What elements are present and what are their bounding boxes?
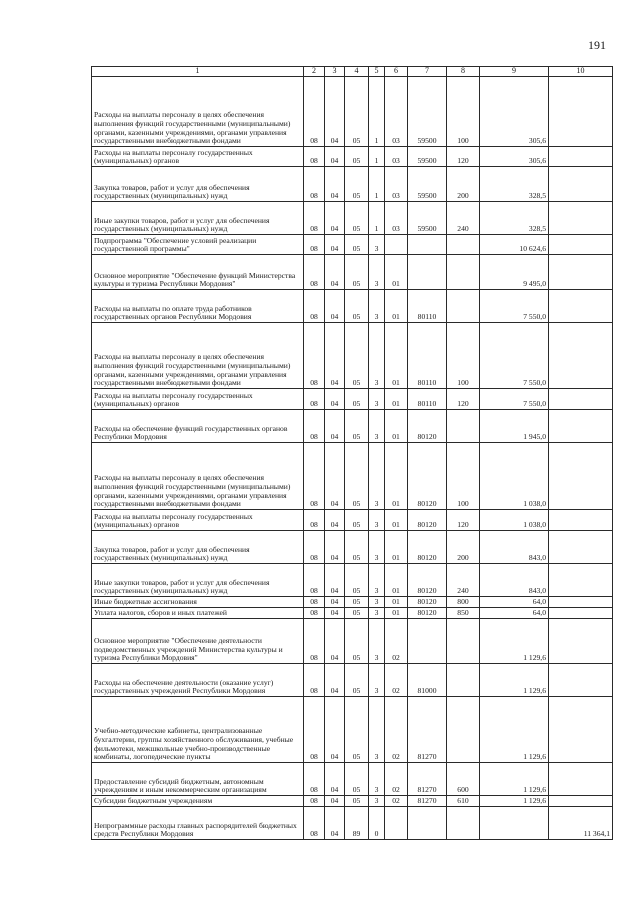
direction-code-cell: 81270 (408, 697, 447, 763)
amount-cell: 7 550,0 (480, 389, 549, 410)
subsection-code-cell: 04 (325, 202, 345, 235)
table-row (92, 807, 613, 840)
table-row (92, 608, 613, 619)
direction-code-cell: 80110 (408, 323, 447, 389)
subprogram-code-cell: 1 (369, 77, 385, 147)
subsection-code-cell: 04 (325, 664, 345, 697)
row-name-cell: Иные закупки товаров, работ и услуг для обеспечения государственных (муниципальных) нужд (92, 202, 304, 235)
amount-cell: 843,0 (480, 564, 549, 597)
subsection-code-cell: 04 (325, 597, 345, 608)
subprogram-code-cell: 1 (369, 147, 385, 167)
table-row (92, 597, 613, 608)
table-row (92, 763, 613, 796)
section-code-cell: 08 (304, 597, 325, 608)
table-row (92, 235, 613, 255)
row-name-cell: Предоставление субсидий бюджетным, автономным учреждениям и иным некоммерческим организациям (92, 763, 304, 796)
column-header: 5 (369, 67, 385, 77)
row-name-cell: Иные закупки товаров, работ и услуг для обеспечения государственных (муниципальных) нужд (92, 564, 304, 597)
direction-code-cell (408, 235, 447, 255)
amount-total-cell (549, 697, 613, 763)
subsection-code-cell: 04 (325, 763, 345, 796)
amount-cell: 843,0 (480, 531, 549, 564)
subsection-code-cell: 04 (325, 167, 345, 202)
column-header: 9 (480, 67, 549, 77)
section-code-cell: 08 (304, 389, 325, 410)
section-code-cell: 08 (304, 619, 325, 664)
amount-total-cell (549, 510, 613, 531)
subprogram-code-cell: 3 (369, 619, 385, 664)
section-code-cell: 08 (304, 167, 325, 202)
direction-code-cell: 80120 (408, 564, 447, 597)
direction-code-cell: 80120 (408, 510, 447, 531)
table-row (92, 389, 613, 410)
section-code-cell: 08 (304, 531, 325, 564)
table-row (92, 619, 613, 664)
subprogram-code-cell: 3 (369, 290, 385, 323)
subsection-code-cell: 04 (325, 77, 345, 147)
amount-total-cell (549, 147, 613, 167)
row-name-cell: Расходы на выплаты по оплате труда работников государственных органов Республики Мордовия (92, 290, 304, 323)
amount-total-cell (549, 796, 613, 807)
row-name-cell: Расходы на выплаты персоналу государственных (муниципальных) органов (92, 510, 304, 531)
amount-cell: 1 945,0 (480, 410, 549, 443)
subsection-code-cell: 04 (325, 323, 345, 389)
amount-cell: 1 129,6 (480, 697, 549, 763)
expense-type-code-cell: 240 (447, 202, 480, 235)
section-code-cell: 08 (304, 235, 325, 255)
program-code-cell: 05 (345, 608, 369, 619)
subsection-code-cell: 04 (325, 807, 345, 840)
activity-code-cell: 02 (385, 664, 408, 697)
activity-code-cell: 02 (385, 763, 408, 796)
direction-code-cell: 81000 (408, 664, 447, 697)
amount-cell (480, 807, 549, 840)
direction-code-cell: 59500 (408, 167, 447, 202)
subsection-code-cell: 04 (325, 389, 345, 410)
subprogram-code-cell: 0 (369, 807, 385, 840)
row-name-cell: Расходы на выплаты персоналу государственных (муниципальных) органов (92, 389, 304, 410)
program-code-cell: 05 (345, 290, 369, 323)
subprogram-code-cell: 3 (369, 443, 385, 510)
program-code-cell: 05 (345, 77, 369, 147)
amount-total-cell (549, 202, 613, 235)
row-name-cell: Основное мероприятие "Обеспечение функций Министерства культуры и туризма Республики Мордовия" (92, 255, 304, 290)
program-code-cell: 05 (345, 531, 369, 564)
program-code-cell: 05 (345, 664, 369, 697)
amount-cell: 10 624,6 (480, 235, 549, 255)
direction-code-cell (408, 619, 447, 664)
row-name-cell: Закупка товаров, работ и услуг для обеспечения государственных (муниципальных) нужд (92, 531, 304, 564)
expense-type-code-cell (447, 235, 480, 255)
program-code-cell: 05 (345, 389, 369, 410)
direction-code-cell (408, 807, 447, 840)
table-row (92, 531, 613, 564)
subprogram-code-cell: 3 (369, 664, 385, 697)
expense-type-code-cell: 120 (447, 147, 480, 167)
subsection-code-cell: 04 (325, 796, 345, 807)
amount-total-cell (549, 389, 613, 410)
direction-code-cell: 59500 (408, 77, 447, 147)
section-code-cell: 08 (304, 255, 325, 290)
row-name-cell: Непрограммные расходы главных распорядителей бюджетных средств Республики Мордовия (92, 807, 304, 840)
expense-type-code-cell (447, 664, 480, 697)
table-row (92, 147, 613, 167)
direction-code-cell: 80120 (408, 531, 447, 564)
table-row (92, 290, 613, 323)
activity-code-cell: 01 (385, 443, 408, 510)
section-code-cell: 08 (304, 807, 325, 840)
table-header-row (92, 67, 613, 77)
section-code-cell: 08 (304, 796, 325, 807)
activity-code-cell: 01 (385, 389, 408, 410)
column-header: 8 (447, 67, 480, 77)
subsection-code-cell: 04 (325, 510, 345, 531)
subsection-code-cell: 04 (325, 443, 345, 510)
amount-total-cell (549, 608, 613, 619)
row-name-cell: Учебно-методические кабинеты, централизованные бухгалтерии, группы хозяйственного обслуживания, учебные фильмотеки, межшкольные учебно-производственные комбинаты, логопедические пункты (92, 697, 304, 763)
amount-cell: 328,5 (480, 202, 549, 235)
program-code-cell: 05 (345, 763, 369, 796)
direction-code-cell: 80110 (408, 389, 447, 410)
activity-code-cell: 01 (385, 597, 408, 608)
subsection-code-cell: 04 (325, 410, 345, 443)
direction-code-cell: 59500 (408, 147, 447, 167)
amount-cell: 64,0 (480, 608, 549, 619)
amount-total-cell (549, 290, 613, 323)
table-row (92, 410, 613, 443)
activity-code-cell: 01 (385, 323, 408, 389)
amount-cell: 1 129,6 (480, 664, 549, 697)
activity-code-cell: 02 (385, 619, 408, 664)
amount-cell: 7 550,0 (480, 323, 549, 389)
expense-type-code-cell (447, 410, 480, 443)
activity-code-cell: 03 (385, 202, 408, 235)
table-row (92, 564, 613, 597)
program-code-cell: 05 (345, 202, 369, 235)
subsection-code-cell: 04 (325, 697, 345, 763)
amount-total-cell (549, 619, 613, 664)
table-row (92, 443, 613, 510)
row-name-cell: Расходы на выплаты персоналу государственных (муниципальных) органов (92, 147, 304, 167)
budget-table (91, 66, 613, 840)
row-name-cell: Расходы на выплаты персоналу в целях обеспечения выполнения функций государственными (муниципальными) органами, казенными учреждениями, органами управления государственными внебюджетными фондами (92, 77, 304, 147)
amount-total-cell (549, 235, 613, 255)
subprogram-code-cell: 3 (369, 697, 385, 763)
amount-total-cell (549, 763, 613, 796)
program-code-cell: 05 (345, 255, 369, 290)
expense-type-code-cell (447, 697, 480, 763)
amount-cell: 1 129,6 (480, 619, 549, 664)
activity-code-cell (385, 235, 408, 255)
expense-type-code-cell: 200 (447, 531, 480, 564)
activity-code-cell: 01 (385, 531, 408, 564)
row-name-cell: Основное мероприятие "Обеспечение деятельности подведомственных учреждений Министерства культуры и туризма Республики Мордовия" (92, 619, 304, 664)
subprogram-code-cell: 3 (369, 389, 385, 410)
amount-cell: 305,6 (480, 147, 549, 167)
column-header: 10 (549, 67, 613, 77)
activity-code-cell: 01 (385, 564, 408, 597)
row-name-cell: Иные бюджетные ассигнования (92, 597, 304, 608)
section-code-cell: 08 (304, 608, 325, 619)
section-code-cell: 08 (304, 564, 325, 597)
expense-type-code-cell: 120 (447, 389, 480, 410)
expense-type-code-cell (447, 807, 480, 840)
activity-code-cell: 01 (385, 510, 408, 531)
expense-type-code-cell: 120 (447, 510, 480, 531)
direction-code-cell: 80120 (408, 597, 447, 608)
amount-total-cell (549, 255, 613, 290)
expense-type-code-cell: 100 (447, 443, 480, 510)
subprogram-code-cell: 3 (369, 564, 385, 597)
table-row (92, 167, 613, 202)
amount-total-cell (549, 323, 613, 389)
table-row (92, 77, 613, 147)
activity-code-cell: 02 (385, 796, 408, 807)
activity-code-cell: 01 (385, 290, 408, 323)
row-name-cell: Закупка товаров, работ и услуг для обеспечения государственных (муниципальных) нужд (92, 167, 304, 202)
direction-code-cell: 80120 (408, 410, 447, 443)
column-header: 3 (325, 67, 345, 77)
subsection-code-cell: 04 (325, 235, 345, 255)
program-code-cell: 05 (345, 796, 369, 807)
expense-type-code-cell: 100 (447, 77, 480, 147)
subprogram-code-cell: 3 (369, 323, 385, 389)
column-header: 4 (345, 67, 369, 77)
expense-type-code-cell (447, 619, 480, 664)
program-code-cell: 05 (345, 510, 369, 531)
table-row (92, 697, 613, 763)
column-header: 6 (385, 67, 408, 77)
subsection-code-cell: 04 (325, 531, 345, 564)
activity-code-cell: 02 (385, 697, 408, 763)
table-row (92, 796, 613, 807)
row-name-cell: Подпрограмма "Обеспечение условий реализации государственной программы" (92, 235, 304, 255)
subsection-code-cell: 04 (325, 564, 345, 597)
amount-total-cell (549, 167, 613, 202)
activity-code-cell: 03 (385, 147, 408, 167)
section-code-cell: 08 (304, 664, 325, 697)
program-code-cell: 05 (345, 410, 369, 443)
amount-cell: 9 495,0 (480, 255, 549, 290)
amount-cell: 328,5 (480, 167, 549, 202)
activity-code-cell: 01 (385, 410, 408, 443)
direction-code-cell: 80120 (408, 443, 447, 510)
activity-code-cell: 01 (385, 608, 408, 619)
row-name-cell: Расходы на выплаты персоналу в целях обеспечения выполнения функций государственными (муниципальными) органами, казенными учреждениями, органами управления государственными внебюджетными фондами (92, 443, 304, 510)
table-row (92, 255, 613, 290)
expense-type-code-cell: 850 (447, 608, 480, 619)
program-code-cell: 05 (345, 697, 369, 763)
table-row (92, 664, 613, 697)
activity-code-cell: 03 (385, 77, 408, 147)
subprogram-code-cell: 3 (369, 763, 385, 796)
section-code-cell: 08 (304, 323, 325, 389)
subsection-code-cell: 04 (325, 290, 345, 323)
column-header: 7 (408, 67, 447, 77)
section-code-cell: 08 (304, 510, 325, 531)
subsection-code-cell: 04 (325, 147, 345, 167)
direction-code-cell: 59500 (408, 202, 447, 235)
amount-cell: 1 038,0 (480, 510, 549, 531)
subsection-code-cell: 04 (325, 608, 345, 619)
program-code-cell: 05 (345, 235, 369, 255)
column-header: 1 (92, 67, 304, 77)
program-code-cell: 05 (345, 167, 369, 202)
amount-cell: 305,6 (480, 77, 549, 147)
subprogram-code-cell: 3 (369, 235, 385, 255)
program-code-cell: 05 (345, 597, 369, 608)
amount-cell: 1 038,0 (480, 443, 549, 510)
program-code-cell: 05 (345, 564, 369, 597)
expense-type-code-cell: 610 (447, 796, 480, 807)
table-row (92, 323, 613, 389)
section-code-cell: 08 (304, 147, 325, 167)
section-code-cell: 08 (304, 763, 325, 796)
row-name-cell: Расходы на обеспечение деятельности (оказание услуг) государственных учреждений Республики Мордовия (92, 664, 304, 697)
direction-code-cell: 81270 (408, 763, 447, 796)
amount-total-cell: 11 364,1 (549, 807, 613, 840)
subprogram-code-cell: 3 (369, 255, 385, 290)
amount-cell: 1 129,6 (480, 796, 549, 807)
section-code-cell: 08 (304, 697, 325, 763)
activity-code-cell: 01 (385, 255, 408, 290)
amount-total-cell (549, 410, 613, 443)
amount-total-cell (549, 443, 613, 510)
section-code-cell: 08 (304, 77, 325, 147)
subsection-code-cell: 04 (325, 255, 345, 290)
subprogram-code-cell: 3 (369, 597, 385, 608)
section-code-cell: 08 (304, 443, 325, 510)
subprogram-code-cell: 3 (369, 531, 385, 564)
expense-type-code-cell: 600 (447, 763, 480, 796)
program-code-cell: 05 (345, 619, 369, 664)
direction-code-cell (408, 255, 447, 290)
expense-type-code-cell (447, 290, 480, 323)
amount-cell: 1 129,6 (480, 763, 549, 796)
amount-total-cell (549, 664, 613, 697)
row-name-cell: Уплата налогов, сборов и иных платежей (92, 608, 304, 619)
section-code-cell: 08 (304, 202, 325, 235)
amount-cell: 7 550,0 (480, 290, 549, 323)
program-code-cell: 05 (345, 443, 369, 510)
direction-code-cell: 80120 (408, 608, 447, 619)
subprogram-code-cell: 3 (369, 410, 385, 443)
activity-code-cell (385, 807, 408, 840)
direction-code-cell: 80110 (408, 290, 447, 323)
table-row (92, 202, 613, 235)
amount-total-cell (549, 77, 613, 147)
expense-type-code-cell: 240 (447, 564, 480, 597)
direction-code-cell: 81270 (408, 796, 447, 807)
program-code-cell: 05 (345, 147, 369, 167)
amount-total-cell (549, 564, 613, 597)
amount-cell: 64,0 (480, 597, 549, 608)
section-code-cell: 08 (304, 410, 325, 443)
subprogram-code-cell: 1 (369, 202, 385, 235)
program-code-cell: 05 (345, 323, 369, 389)
amount-total-cell (549, 597, 613, 608)
amount-total-cell (549, 531, 613, 564)
subprogram-code-cell: 1 (369, 167, 385, 202)
table-row (92, 510, 613, 531)
column-header: 2 (304, 67, 325, 77)
expense-type-code-cell: 800 (447, 597, 480, 608)
program-code-cell: 89 (345, 807, 369, 840)
subprogram-code-cell: 3 (369, 608, 385, 619)
subprogram-code-cell: 3 (369, 796, 385, 807)
expense-type-code-cell (447, 255, 480, 290)
row-name-cell: Субсидии бюджетным учреждениям (92, 796, 304, 807)
expense-type-code-cell: 100 (447, 323, 480, 389)
expense-type-code-cell: 200 (447, 167, 480, 202)
page-number: 191 (588, 38, 606, 52)
activity-code-cell: 03 (385, 167, 408, 202)
row-name-cell: Расходы на обеспечение функций государственных органов Республики Мордовия (92, 410, 304, 443)
section-code-cell: 08 (304, 290, 325, 323)
subprogram-code-cell: 3 (369, 510, 385, 531)
subsection-code-cell: 04 (325, 619, 345, 664)
row-name-cell: Расходы на выплаты персоналу в целях обеспечения выполнения функций государственными (муниципальными) органами, казенными учреждениями, органами управления государственными внебюджетными фондами (92, 323, 304, 389)
